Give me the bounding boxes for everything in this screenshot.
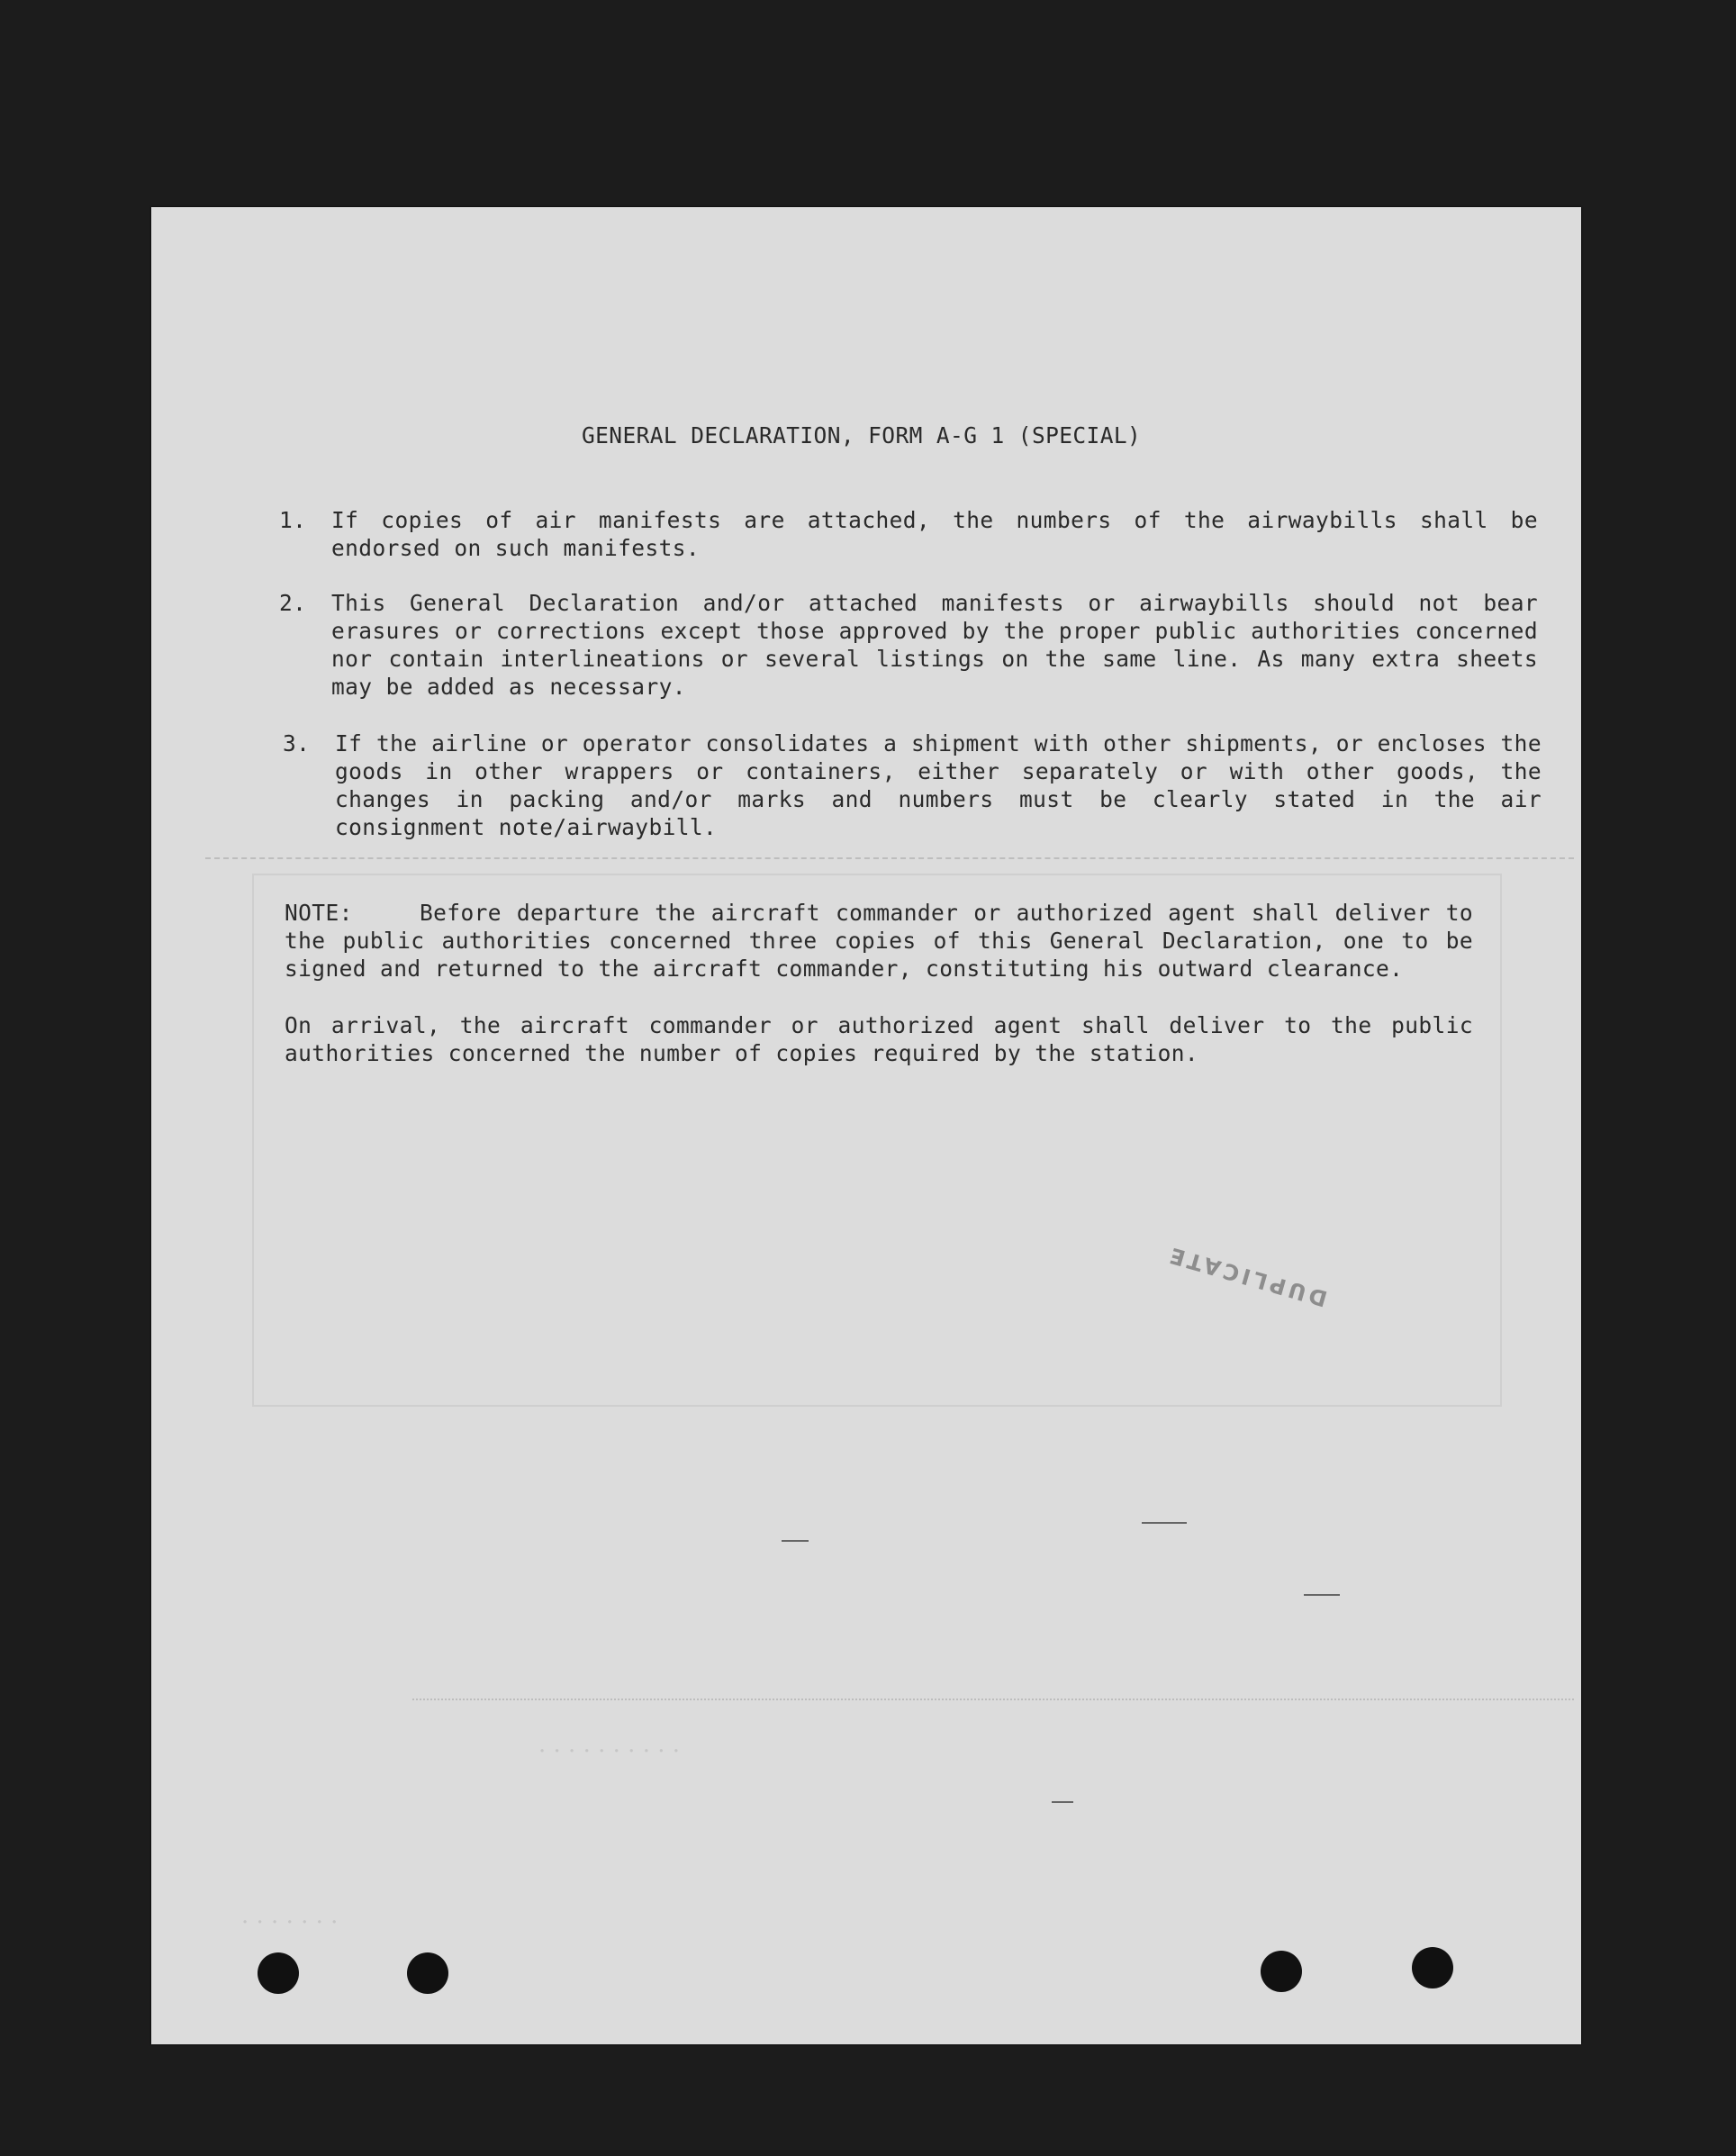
document-title: GENERAL DECLARATION, FORM A-G 1 (SPECIAL)	[582, 422, 1142, 448]
note-text: On arrival, the aircraft commander or authorized agent shall deliver to the public authorities concerned the number of copies required by the station.	[285, 1012, 1473, 1066]
faint-divider	[205, 857, 1574, 859]
scan-speck	[1052, 1801, 1073, 1803]
note-section	[285, 899, 1473, 1067]
punch-hole	[407, 1952, 448, 1994]
document-sheet	[151, 207, 1581, 2044]
item-number: 1.	[279, 507, 307, 533]
bleed-through-text: · · · · · · ·	[241, 1909, 339, 1936]
bleed-through-text: · · · · · · · · · ·	[538, 1738, 681, 1765]
item-text: This General Declaration and/or attached manifests or airwaybills should not bear erasures or corrections except those approved by the proper public authorities concerned nor contain interlineations or several listings on the same line. As many extra sheets may be added as necessary.	[331, 590, 1538, 700]
note-paragraph	[285, 899, 1473, 983]
punch-hole	[258, 1952, 299, 1994]
item-number: 3.	[283, 730, 311, 756]
item-number: 2.	[279, 590, 307, 616]
punch-hole	[1412, 1947, 1453, 1988]
scan-speck	[782, 1540, 809, 1542]
scan-speck	[1304, 1594, 1340, 1596]
faint-divider	[412, 1699, 1574, 1700]
item-text: If copies of air manifests are attached, the numbers of the airwaybills shall be endorsed on such manifests.	[331, 507, 1538, 561]
mirrored-stamp: DUPLICATE	[1163, 1241, 1331, 1312]
note-label: NOTE:	[285, 900, 353, 926]
scan-speck	[1142, 1522, 1187, 1524]
punch-hole	[1261, 1951, 1302, 1992]
note-text: Before departure the aircraft commander or authorized agent shall deliver to the public authorities concerned three copies of this General Declaration, one to be signed and returned to the aircraft commander, constituting his outward clearance.	[285, 900, 1473, 982]
item-text: If the airline or operator consolidates a shipment with other shipments, or encloses the goods in other wrappers or containers, either separately or with other goods, the changes in packing and/or marks and numbers must be clearly stated in the air consignment note/airwaybill.	[335, 730, 1542, 840]
